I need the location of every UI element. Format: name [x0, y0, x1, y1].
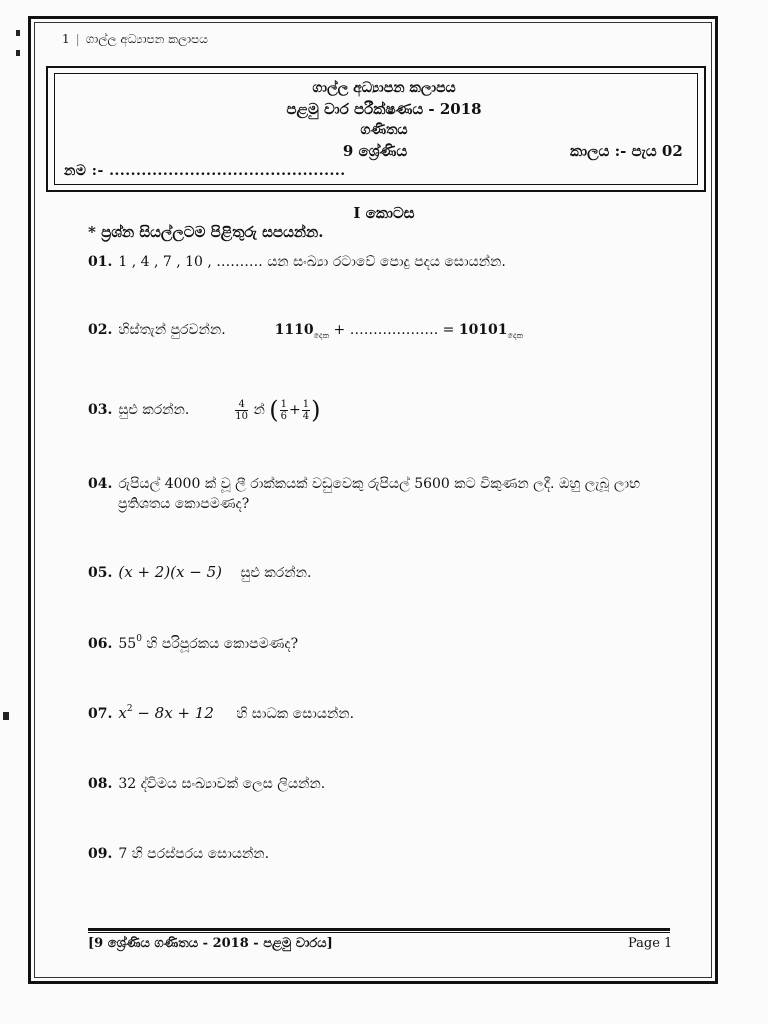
fraction-1: $\frac{4}{10}$	[235, 398, 249, 422]
question-text: 7 හි පරස්පරය සොයන්න.	[118, 846, 270, 862]
header-office: ගාල්ල අධ්‍යාපන කලාපය	[85, 32, 208, 46]
question-text: සුළු කරන්න.	[118, 402, 190, 418]
question-8	[88, 776, 325, 792]
question-5	[88, 563, 311, 581]
footer-title: [9 ශ්‍රේණිය ගණිතය - 2018 - පළමු වාරය]	[88, 936, 333, 951]
question-2	[88, 322, 523, 341]
footer-page: Page 1	[628, 936, 673, 951]
angle-base: 55	[118, 636, 137, 652]
footer-rule-thin	[88, 932, 670, 933]
question-text-2: ප්‍රතිශතය කොපමණද?	[118, 496, 250, 512]
fraction-2: $\frac{1}{6}$	[280, 398, 288, 422]
question-text: රුපියල් 4000 ක් වූ ලී රාක්කයක් වඩුවෙකු රුපියල් 5600 කට විකුණන ලදී. ඔහු ලැබූ ලාභ	[118, 476, 641, 492]
question-number: 09.	[88, 846, 113, 862]
scan-mark	[16, 50, 20, 56]
expr-operator: + ………………. =	[329, 322, 459, 338]
question-text: 1 , 4 , 7 , 10 , ………. යන සංඛ්‍යා රටාවේ පොදු පදය සොයන්න.	[118, 254, 506, 270]
question-number: 04.	[88, 476, 113, 492]
question-text: හි පරිපූරකය කොපමණද?	[146, 636, 299, 652]
fraction-3: $\frac{1}{4}$	[302, 398, 310, 422]
question-3	[88, 396, 321, 424]
paren-open: (	[269, 396, 279, 424]
page-number: 1	[62, 32, 70, 46]
part-title: I කොටස	[353, 204, 415, 222]
expr-power: 2	[126, 704, 133, 714]
question-number: 08.	[88, 776, 113, 792]
duration: කාලය :- පැය 02	[570, 142, 683, 160]
question-9	[88, 846, 269, 862]
scan-mark	[16, 30, 20, 36]
binary-a: 1110	[274, 322, 314, 338]
question-number: 07.	[88, 706, 113, 722]
question-text: 32 ද්විමය සංඛ්‍යාවක් ලෙස ලියන්න.	[118, 776, 326, 792]
name-field: නම :- ............................................	[64, 163, 346, 179]
question-number: 02.	[88, 322, 113, 338]
plus-sign: +	[289, 402, 301, 418]
expression: (x + 2)(x − 5)	[118, 563, 222, 581]
question-number: 01.	[88, 254, 113, 270]
zone-title: ගාල්ල අධ්‍යාපන කලාපය	[312, 80, 456, 96]
exam-title: පළමු වාර පරීක්ෂණය - 2018	[286, 100, 482, 118]
question-7	[88, 704, 354, 722]
question-6	[88, 634, 298, 652]
subject-title: ගණිතය	[360, 122, 408, 138]
angle-power: 0	[136, 634, 142, 644]
expr-rest: − 8x + 12	[132, 704, 214, 722]
question-text: සුළු කරන්න.	[240, 565, 312, 581]
base-b: දෙක	[507, 331, 524, 340]
binary-b: 10101	[458, 322, 508, 338]
footer-rule	[88, 928, 670, 931]
running-header: 1 | ගාල්ල අධ්‍යාපන කලාපය	[62, 32, 208, 46]
scan-mark	[3, 712, 9, 720]
grade-title: 9 ශ්‍රේණිය	[342, 142, 408, 160]
question-text: හි සාධක සොයන්න.	[236, 706, 355, 722]
question-number: 03.	[88, 402, 113, 418]
base-a: දෙක	[313, 331, 330, 340]
question-4	[88, 474, 648, 514]
question-number: 06.	[88, 636, 113, 652]
question-1	[88, 254, 506, 270]
instruction: * ප්‍රශ්න සියල්ලටම පිළිතුරු සපයන්න.	[88, 223, 324, 241]
of-word: න්	[253, 402, 265, 418]
expr-x: x	[118, 704, 127, 722]
question-number: 05.	[88, 565, 113, 581]
paren-close: )	[311, 396, 321, 424]
question-text: හිස්තැන් පුරවන්න.	[118, 322, 226, 338]
